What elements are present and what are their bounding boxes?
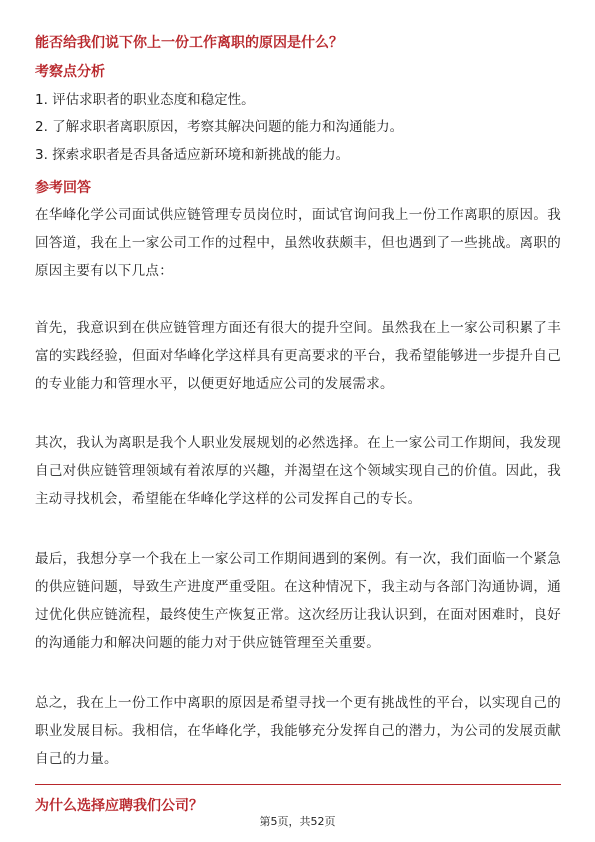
question-title: 能否给我们说下你上一份工作离职的原因是什么？ xyxy=(35,35,343,51)
analysis-point: 2. 了解求职者离职原因，考察其解决问题的能力和沟通能力。 xyxy=(35,119,404,135)
answer-paragraph: 其次，我认为离职是我个人职业发展规划的必然选择。在上一家公司工作期间，我发现自己对供应链管理领域有着浓厚的兴趣，并渴望在这个领域实现自己的价值。因此，我主动寻找机会，希望能在华峰化学这样的公司发挥自己的专长。 xyxy=(35,435,561,507)
answer-paragraph: 最后，我想分享一个我在上一家公司工作期间遇到的案例。有一次，我们面临一个紧急的供应链问题，导致生产进度严重受阻。在这种情况下，我主动与各部门沟通协调，通过优化供应链流程，最终使生产恢复正常。这次经历让我认识到，在面对困难时，良好的沟通能力和解决问题的能力对于供应链管理至关重要。 xyxy=(35,551,561,651)
analysis-point: 3. 探索求职者是否具备适应新环境和新挑战的能力。 xyxy=(35,147,350,163)
analysis-heading: 考察点分析 xyxy=(35,64,105,80)
next-question-title: 为什么选择应聘我们公司？ xyxy=(35,798,203,814)
answer-paragraph: 总之，我在上一份工作中离职的原因是希望寻找一个更有挑战性的平台，以实现自己的职业发展目标。我相信，在华峰化学，我能够充分发挥自己的潜力，为公司的发展贡献自己的力量。 xyxy=(35,695,561,767)
analysis-point: 1. 评估求职者的职业态度和稳定性。 xyxy=(35,92,255,108)
section-divider xyxy=(35,784,561,785)
page-number: 第5页，共52页 xyxy=(259,815,336,828)
answer-heading: 参考回答 xyxy=(35,180,91,196)
answer-paragraph: 在华峰化学公司面试供应链管理专员岗位时，面试官询问我上一份工作离职的原因。我回答道，我在上一家公司工作的过程中，虽然收获颇丰，但也遇到了一些挑战。离职的原因主要有以下几点： xyxy=(35,207,561,279)
answer-paragraph: 首先，我意识到在供应链管理方面还有很大的提升空间。虽然我在上一家公司积累了丰富的实践经验，但面对华峰化学这样具有更高要求的平台，我希望能够进一步提升自己的专业能力和管理水平，以便更好地适应公司的发展需求。 xyxy=(35,320,561,392)
